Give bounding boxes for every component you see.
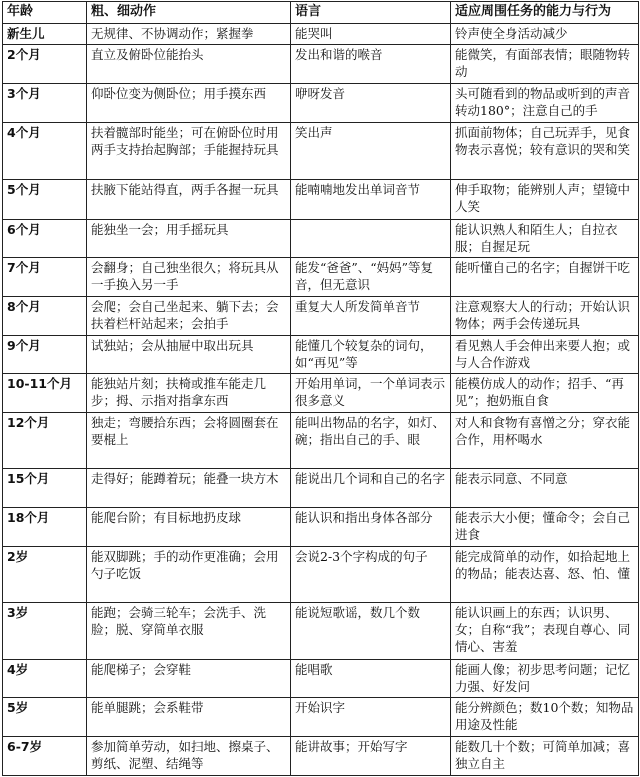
table-row [3, 258, 639, 297]
table-row [3, 219, 639, 258]
row-adaptive-cell: 能表示同意、不同意 [451, 469, 639, 508]
table-row [3, 698, 639, 737]
table-row [3, 546, 639, 602]
row-language-cell: 笑出声 [291, 123, 451, 179]
row-adaptive-cell: 能数几十个数；可简单加减；喜独立自主 [451, 737, 639, 776]
row-language-cell: 开始识字 [291, 698, 451, 737]
row-adaptive-cell: 能微笑，有面部表情；眼随物转动 [451, 44, 639, 83]
row-age-cell: 9个月 [3, 335, 87, 374]
row-age-cell: 4个月 [3, 123, 87, 179]
row-age-cell: 4岁 [3, 659, 87, 698]
row-language-cell: 能讲故事；开始写字 [291, 737, 451, 776]
table-row [3, 469, 639, 508]
row-age-cell: 6个月 [3, 219, 87, 258]
row-motor-cell: 会爬；会自己坐起来、躺下去；会扶着栏杆站起来；会拍手 [87, 296, 291, 335]
table-row [3, 374, 639, 413]
row-adaptive-cell: 能听懂自己的名字；自握饼干吃 [451, 258, 639, 297]
row-language-cell: 重复大人所发简单音节 [291, 296, 451, 335]
table-row [3, 603, 639, 659]
development-table [2, 1, 639, 776]
row-adaptive-cell: 注意观察大人的行动；开始认识物体；两手会传递玩具 [451, 296, 639, 335]
row-adaptive-cell: 能模仿成人的动作；招手、“再见”；抱奶瓶自食 [451, 374, 639, 413]
row-age-cell: 6-7岁 [3, 737, 87, 776]
row-adaptive-cell: 头可随看到的物品或听到的声音转动180°；注意自己的手 [451, 83, 639, 123]
row-adaptive-cell: 能认识熟人和陌生人；自拉衣服；自握足玩 [451, 219, 639, 258]
row-adaptive-cell: 看见熟人手会伸出来要人抱；或与人合作游戏 [451, 335, 639, 374]
row-motor-cell: 能跑；会骑三轮车；会洗手、洗脸；脱、穿简单衣服 [87, 603, 291, 659]
row-adaptive-cell: 能画人像；初步思考问题；记忆力强、好发问 [451, 659, 639, 698]
table-row [3, 44, 639, 83]
row-motor-cell: 走得好；能蹲着玩；能叠一块方木 [87, 469, 291, 508]
row-language-cell: 能说出几个词和自己的名字 [291, 469, 451, 508]
header-language: 语言 [291, 2, 451, 24]
row-age-cell: 8个月 [3, 296, 87, 335]
table-row [3, 412, 639, 468]
row-adaptive-cell: 抓面前物体；自己玩弄手，见食物表示喜悦；较有意识的哭和笑 [451, 123, 639, 179]
row-age-cell: 2个月 [3, 44, 87, 83]
row-language-cell: 能发“爸爸”、“妈妈”等复音，但无意识 [291, 258, 451, 297]
table-row [3, 335, 639, 374]
row-motor-cell: 直立及俯卧位能抬头 [87, 44, 291, 83]
row-motor-cell: 扶腋下能站得直，两手各握一玩具 [87, 179, 291, 219]
row-motor-cell: 仰卧位变为侧卧位；用手摸东西 [87, 83, 291, 123]
row-age-cell: 5个月 [3, 179, 87, 219]
row-age-cell: 18个月 [3, 508, 87, 547]
table-row [3, 179, 639, 219]
row-language-cell: 能懂几个较复杂的词句，如“再见”等 [291, 335, 451, 374]
header-motor: 粗、细动作 [87, 2, 291, 24]
row-age-cell: 新生儿 [3, 24, 87, 45]
row-adaptive-cell: 能分辨颜色；数10个数；知物品用途及性能 [451, 698, 639, 737]
row-language-cell: 能认识和指出身体各部分 [291, 508, 451, 547]
row-motor-cell: 能双脚跳；手的动作更准确；会用勺子吃饭 [87, 546, 291, 602]
row-language-cell: 咿呀发音 [291, 83, 451, 123]
row-motor-cell: 扶着髋部时能坐；可在俯卧位时用两手支持抬起胸部；手能握持玩具 [87, 123, 291, 179]
row-age-cell: 12个月 [3, 412, 87, 468]
table-row [3, 659, 639, 698]
header-adaptive: 适应周围任务的能力与行为 [451, 2, 639, 24]
header-row [3, 2, 639, 24]
row-age-cell: 3岁 [3, 603, 87, 659]
row-adaptive-cell: 能表示大小便；懂命令；会自己进食 [451, 508, 639, 547]
row-motor-cell: 试独站；会从抽屉中取出玩具 [87, 335, 291, 374]
row-language-cell: 能喃喃地发出单词音节 [291, 179, 451, 219]
row-adaptive-cell: 铃声使全身活动减少 [451, 24, 639, 45]
table-row [3, 508, 639, 547]
row-adaptive-cell: 对人和食物有喜憎之分；穿衣能合作，用杯喝水 [451, 412, 639, 468]
table-body [3, 24, 639, 776]
row-age-cell: 15个月 [3, 469, 87, 508]
row-age-cell: 10-11个月 [3, 374, 87, 413]
row-age-cell: 7个月 [3, 258, 87, 297]
row-language-cell: 能叫出物品的名字，如灯、碗；指出自己的手、眼 [291, 412, 451, 468]
table-row [3, 737, 639, 776]
row-motor-cell: 能独坐一会；用手摇玩具 [87, 219, 291, 258]
row-language-cell: 开始用单词，一个单词表示很多意义 [291, 374, 451, 413]
row-adaptive-cell: 伸手取物；能辨别人声；望镜中人笑 [451, 179, 639, 219]
row-motor-cell: 能独站片刻；扶椅或推车能走几步；拇、示指对指拿东西 [87, 374, 291, 413]
row-language-cell: 能说短歌谣，数几个数 [291, 603, 451, 659]
table-row [3, 123, 639, 179]
header-age: 年龄 [3, 2, 87, 24]
row-language-cell: 会说2-3个字构成的句子 [291, 546, 451, 602]
row-age-cell: 3个月 [3, 83, 87, 123]
row-motor-cell: 会翻身；自己独坐很久；将玩具从一手换入另一手 [87, 258, 291, 297]
row-motor-cell: 能爬台阶；有目标地扔皮球 [87, 508, 291, 547]
row-motor-cell: 能爬梯子；会穿鞋 [87, 659, 291, 698]
row-language-cell: 能唱歌 [291, 659, 451, 698]
row-adaptive-cell: 能完成简单的动作，如拾起地上的物品；能表达喜、怒、怕、懂 [451, 546, 639, 602]
row-language-cell [291, 219, 451, 258]
table-row [3, 24, 639, 45]
row-language-cell: 发出和谐的喉音 [291, 44, 451, 83]
table-row [3, 83, 639, 123]
row-motor-cell: 参加简单劳动，如扫地、擦桌子、剪纸、泥塑、结绳等 [87, 737, 291, 776]
row-age-cell: 5岁 [3, 698, 87, 737]
row-motor-cell: 独走；弯腰拾东西；会将圆圈套在要棍上 [87, 412, 291, 468]
row-language-cell: 能哭叫 [291, 24, 451, 45]
row-age-cell: 2岁 [3, 546, 87, 602]
table-row [3, 296, 639, 335]
row-motor-cell: 无规律、不协调动作；紧握拳 [87, 24, 291, 45]
row-motor-cell: 能单腿跳；会系鞋带 [87, 698, 291, 737]
row-adaptive-cell: 能认识画上的东西；认识男、女；自称“我”；表现自尊心、同情心、害羞 [451, 603, 639, 659]
